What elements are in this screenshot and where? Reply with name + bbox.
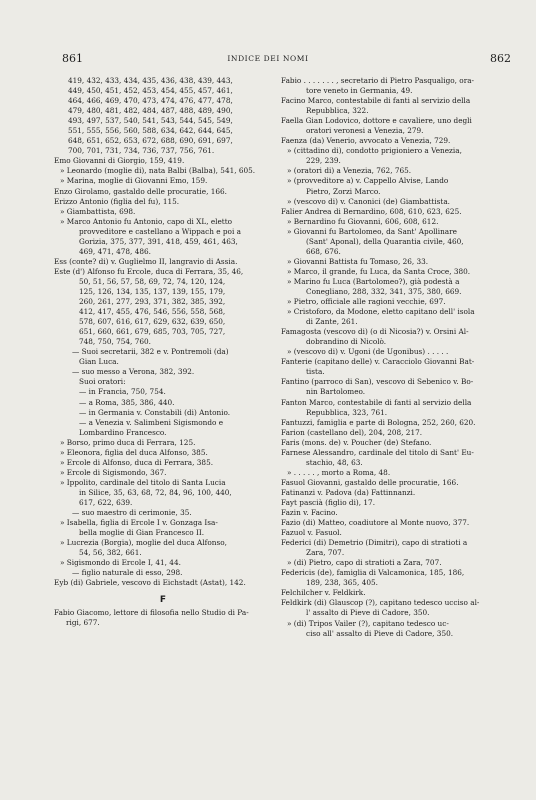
index-entry-line: » Borso, primo duca di Ferrara, 125. — [60, 437, 196, 447]
index-entry-line: 419, 432, 433, 434, 435, 436, 438, 439, 443, — [68, 76, 233, 85]
section-letter: F — [159, 595, 167, 606]
index-entry-line: Fazin v. Facino. — [281, 508, 338, 518]
index-entry-line: Famagosta (vescovo di) (o di Nicosia?) v. Orsini Al- — [281, 327, 469, 337]
index-entry-line: 50, 51, 56, 57, 58, 69, 72, 74, 120, 124, — [79, 276, 226, 286]
index-entry-line: 578, 607, 616, 617, 629, 632, 639, 650, — [79, 317, 226, 327]
index-entry-line: » . . . . . , morto a Roma, 48. — [287, 467, 391, 477]
index-entry-line: Enzo Girolamo, gastaldo delle procuratie, 166. — [54, 186, 227, 196]
index-entry-line: Gian Luca. — [79, 357, 119, 367]
index-entry-line: Pietro, Zorzi Marco. — [306, 186, 381, 196]
index-entry-line: » Ippolito, cardinale del titolo di Santa Lucia — [60, 477, 226, 487]
index-entry-line: rigi, 677. — [66, 618, 100, 628]
index-entry-line: 464, 466, 469, 470, 473, 474, 476, 477, 478, — [68, 96, 233, 106]
index-entry-line: » (di) Pietro, capo di stratioti a Zara, 707. — [287, 558, 442, 568]
index-entry-line: (Sant' Aponal), della Quarantia civile, 460, — [306, 236, 464, 246]
index-entry-line: 469, 471, 478, 486. — [79, 246, 151, 256]
index-entry-line: » Pietro, officiale alle ragioni vecchie, 697. — [287, 297, 446, 307]
index-entry-line: Erizzo Antonio (figlia del fu), 115. — [54, 196, 180, 206]
index-entry-line: Suoi oratori: — [79, 377, 126, 387]
index-entry-line: provveditore e castellano a Wippach e poi a — [79, 226, 241, 236]
index-entry-line: oratori veronesi a Venezia, 279. — [306, 126, 424, 136]
index-entry-line: — in Germania v. Constabili (di) Antonio. — [79, 407, 231, 417]
index-entry-line: » Marco Antonio fu Antonio, capo di XL, eletto — [60, 216, 233, 226]
index-entry-line: Fatinanzi v. Padova (da) Fattinnanzi. — [281, 487, 416, 497]
index-entry-line: Eyb (di) Gabriele, vescovo di Eichstadt (Astat), 142. — [54, 578, 246, 588]
index-entry-line: — Suoi secretarii, 382 e v. Pontremoli (da) — [72, 347, 229, 357]
index-entry-line: Faris (mons. de) v. Poucher (de) Stefano. — [281, 437, 432, 447]
index-entry-line: l' assalto di Pieve di Cadore, 350. — [306, 608, 430, 618]
index-entry-line: » Giovanni fu Bartolomeo, da Sant' Apollinare — [287, 226, 457, 236]
index-entry-line: » Cristoforo, da Modone, eletto capitano dell' isola — [287, 307, 475, 317]
index-entry-line: 479, 480, 481, 482, 484, 487, 488, 489, 490, — [68, 106, 233, 116]
index-entry-line: 125, 126, 134, 135, 137, 139, 155, 179, — [79, 286, 226, 296]
index-entry-line: » Giambattista, 698. — [60, 206, 136, 216]
index-entry-line: » Sigismondo di Ercole I, 41, 44. — [60, 558, 181, 568]
index-entry-line: Repubblica, 322. — [306, 106, 369, 116]
index-entry-line: Fayt pascià (figlio di), 17. — [281, 497, 376, 507]
index-entry-line: Felchilcher v. Feldkirk. — [281, 588, 366, 598]
index-entry-line: in Silice, 35, 63, 68, 72, 84, 96, 100, 440, — [79, 487, 232, 497]
index-entry-line: nin Bartolomeo. — [306, 387, 366, 397]
index-entry-line: — suo messo a Verona, 382, 392. — [72, 367, 195, 377]
index-entry-line: Fanterie (capitano delle) v. Caracciolo Giovanni Bat- — [281, 357, 475, 367]
index-entry-line: Fanton Marco, contestabile di fanti al servizio della — [281, 397, 472, 407]
index-column-right — [281, 76, 514, 639]
index-entry-line: » Marco, il grande, fu Luca, da Santa Croce, 380. — [287, 266, 471, 276]
index-entry-line: 449, 450, 451, 452, 453, 454, 455, 457, 461, — [68, 86, 233, 96]
index-entry-line: » Bernardino fu Giovanni, 606, 608, 612. — [287, 216, 439, 226]
index-entry-line: 412, 417, 455, 476, 546, 556, 558, 568, — [79, 307, 226, 317]
index-entry-line: Faenza (da) Venerio, avvocato a Venezia, 729. — [281, 136, 451, 146]
index-entry-line: Fazio (di) Matteo, coadiutore al Monte nuovo, 377. — [281, 518, 470, 528]
index-entry-line: » Isabella, figlia di Ercole I v. Gonzaga Isa- — [60, 518, 218, 528]
index-entry-line: Federicis (de), famiglia di Valcamonica, 185, 186, — [281, 568, 465, 578]
running-title: INDICE DEI NOMI — [227, 54, 309, 63]
index-entry-line: » (vescovo di) v. Ugoni (de Ugonibus) . . . . . — [287, 347, 449, 357]
page-number-right: 862 — [490, 52, 511, 65]
index-entry-line: Fasuol Giovanni, gastaldo delle procuratie, 166. — [281, 477, 459, 487]
index-entry-line: Faella Gian Lodovico, dottore e cavaliere, uno degli — [281, 116, 472, 126]
running-header — [0, 52, 536, 66]
index-entry-line: 668, 676. — [306, 246, 341, 256]
index-entry-line: » (oratori di) a Venezia, 762, 765. — [287, 166, 412, 176]
index-entry-line: » Eleonora, figlia del duca Alfonso, 385. — [60, 447, 208, 457]
index-entry-line: » Giovanni Battista fu Tomaso, 26, 33. — [287, 256, 429, 266]
index-entry-line: tore veneto in Germania, 49. — [306, 86, 413, 96]
index-entry-line: Fabio Giacomo, lettore di filosofia nello Studio di Pa- — [54, 608, 249, 618]
index-entry-line: Fazuol v. Fasuol. — [281, 528, 342, 538]
index-entry-line: — figlio naturale di esso, 298. — [72, 568, 183, 578]
index-entry-line: » Marina, moglie di Giovanni Emo, 159. — [60, 176, 208, 186]
index-entry-line: Fantuzzi, famiglia e parte di Bologna, 252, 260, 620. — [281, 417, 476, 427]
index-entry-line: » Ercole di Sigismondo, 367. — [60, 467, 167, 477]
index-entry-line: dobrandino di Nicolò. — [306, 337, 387, 347]
index-entry-line: — in Francia, 750, 754. — [79, 387, 166, 397]
index-entry-line: — a Roma, 385, 386, 440. — [79, 397, 175, 407]
index-entry-line: Federici (di) Demetrio (Dimitri), capo di stratioti a — [281, 538, 468, 548]
index-entry-line: 229, 239. — [306, 156, 341, 166]
index-entry-line: » (provveditore a) v. Cappello Alvise, Lando — [287, 176, 449, 186]
index-entry-line: stachio, 48, 63. — [306, 457, 363, 467]
index-entry-line: 260, 261, 277, 293, 371, 382, 385, 392, — [79, 297, 226, 307]
index-entry-line: » Leonardo (moglie di), nata Balbi (Balba), 541, 605. — [60, 166, 256, 176]
index-entry-line: Este (d') Alfonso fu Ercole, duca di Ferrara, 35, 46, — [54, 266, 244, 276]
index-entry-line: » Lucrezia (Borgia), moglie del duca Alfonso, — [60, 538, 227, 548]
index-entry-line: Repubblica, 323, 761. — [306, 407, 388, 417]
index-entry-line: Gorizia, 375, 377, 391, 418, 459, 461, 463, — [79, 236, 238, 246]
index-entry-line: 700, 701, 731, 734, 736, 737, 756, 761. — [68, 146, 215, 156]
index-entry-line: Ess (conte? di) v. Guglielmo II, langravio di Assia. — [54, 256, 238, 266]
index-entry-line: bella moglie di Gian Francesco II. — [79, 528, 205, 538]
index-entry-line: 651, 660, 661, 679, 685, 703, 705, 727, — [79, 327, 226, 337]
index-entry-line: Conegliano, 288, 332, 341, 375, 380, 669. — [306, 286, 462, 296]
index-entry-line: — suo maestro di cerimonie, 35. — [72, 508, 192, 518]
index-entry-line: » Ercole di Alfonso, duca di Ferrara, 385. — [60, 457, 214, 467]
index-entry-line: Farion (castellano del), 204, 208, 217. — [281, 427, 423, 437]
index-entry-line: 648, 651, 652, 653, 672, 688, 690, 691, 697, — [68, 136, 233, 146]
index-entry-line: Feldkirk (di) Glauscop (?), capitano tedesco ucciso al- — [281, 598, 480, 608]
index-entry-line: 54, 56, 382, 661. — [79, 548, 142, 558]
index-entry-line: 551, 555, 556, 560, 588, 634, 642, 644, 645, — [68, 126, 233, 136]
index-entry-line: — a Venezia v. Salimbeni Sigismondo e — [79, 417, 224, 427]
index-entry-line: tista. — [306, 367, 325, 377]
index-entry-line: Zara, 707. — [306, 548, 345, 558]
page-number-left: 861 — [62, 52, 83, 65]
index-entry-line: 617, 622, 639. — [79, 497, 133, 507]
index-entry-line: Fantino (parroco di San), vescovo di Sebenico v. Bo- — [281, 377, 474, 387]
index-entry-line: Emo Giovanni di Giorgio, 159, 419. — [54, 156, 185, 166]
index-entry-line: Facino Marco, contestabile di fanti al servizio della — [281, 96, 471, 106]
index-entry-line: 493, 497, 537, 540, 541, 543, 544, 545, 549, — [68, 116, 233, 126]
index-entry-line: 748, 750, 754, 760. — [79, 337, 151, 347]
index-entry-line: Falier Andrea di Bernardino, 608, 610, 623, 625. — [281, 206, 462, 216]
index-column-left — [54, 76, 272, 628]
index-entry-line: » Marino fu Luca (Bartolomeo?), già podestà a — [287, 276, 460, 286]
index-entry-line: Farnese Alessandro, cardinale del titolo di Sant' Eu- — [281, 447, 474, 457]
index-entry-line: Fabio . . . . . . . , secretario di Pietro Pasqualigo, ora- — [281, 76, 475, 85]
index-entry-line: Lombardino Francesco. — [79, 427, 167, 437]
index-entry-line: ciso all' assalto di Pieve di Cadore, 350. — [306, 628, 454, 638]
index-entry-line: 189, 238, 365, 405. — [306, 578, 378, 588]
index-entry-line: » (vescovo di) v. Canonici (de) Giambattista. — [287, 196, 450, 206]
index-entry-line: » (cittadino di), condotto prigioniero a Venezia, — [287, 146, 462, 156]
index-entry-line: » (di) Tripos Vailer (?), capitano tedesco uc- — [287, 618, 449, 628]
index-entry-line: di Zante, 261. — [306, 317, 358, 327]
